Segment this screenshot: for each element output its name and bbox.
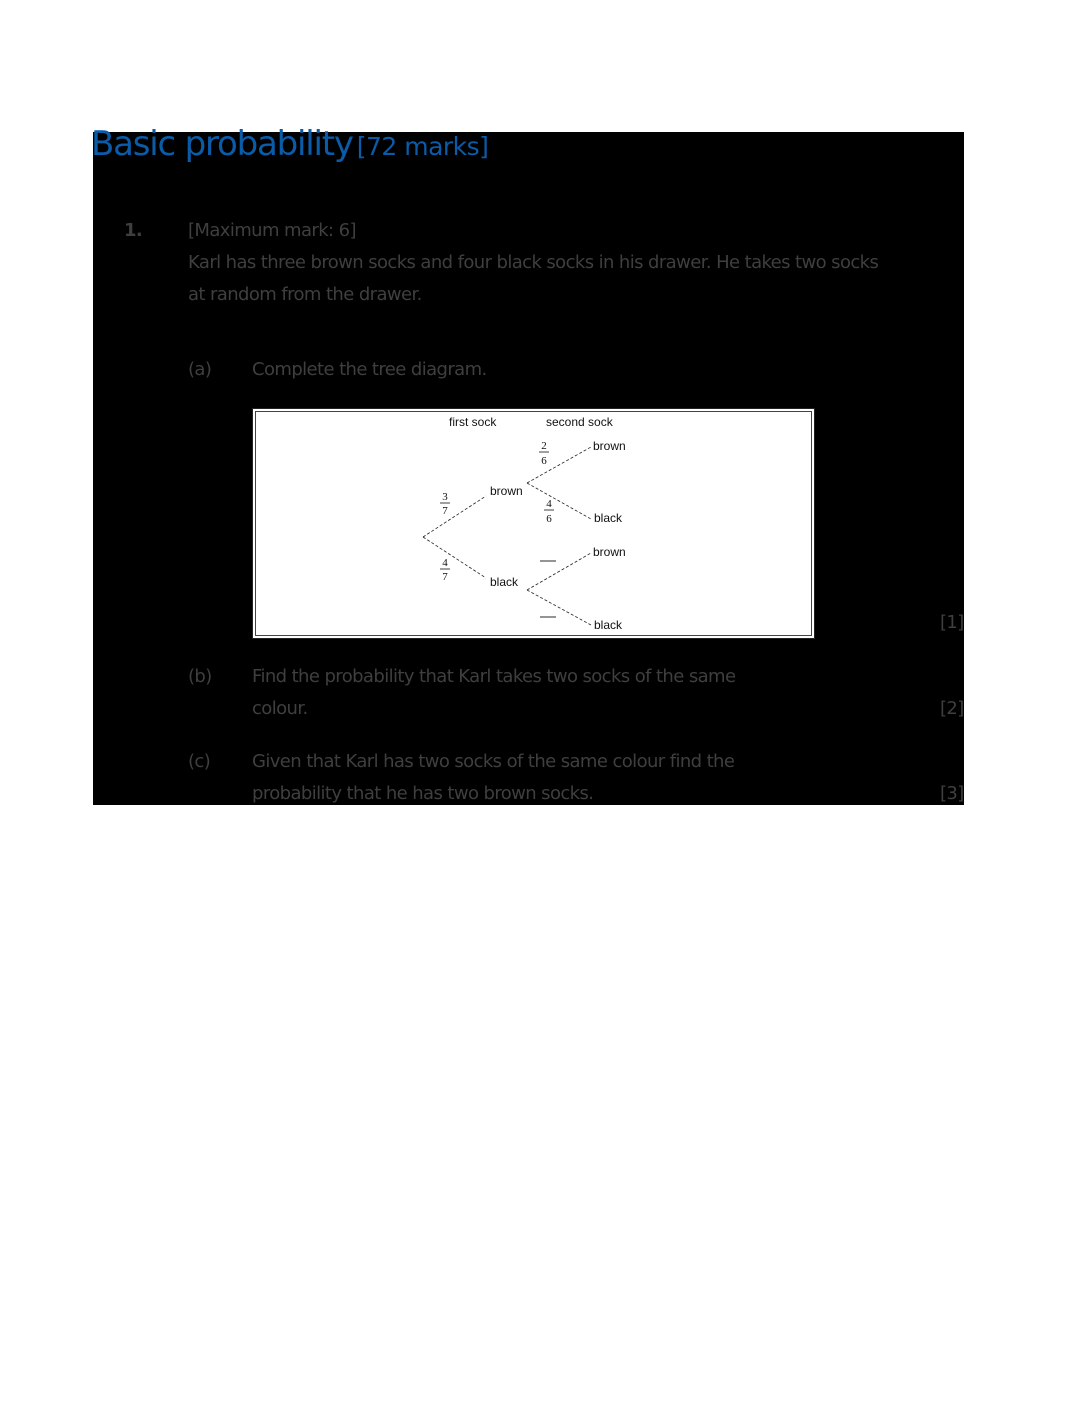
tree-diagram-svg bbox=[253, 409, 816, 640]
branch-first-black bbox=[423, 537, 486, 578]
branch-black-black bbox=[527, 590, 591, 625]
branch-black-brown bbox=[527, 553, 591, 590]
branch-brown-brown bbox=[527, 447, 591, 483]
part-a-label: (a) bbox=[188, 359, 212, 380]
p-first-brown-den: 7 bbox=[442, 505, 448, 517]
first-brown-label: brown bbox=[490, 484, 523, 498]
page-title: Basic probability [72 marks] bbox=[91, 124, 489, 164]
p-brown-brown-num: 2 bbox=[541, 440, 547, 452]
question-stem-line1: Karl has three brown socks and four black socks in his drawer. He takes two socks bbox=[188, 252, 879, 273]
part-b-line2: colour. bbox=[252, 698, 308, 719]
p-brown-brown-den: 6 bbox=[541, 455, 547, 467]
p-first-black-num: 4 bbox=[442, 557, 448, 569]
question-stem-line2: at random from the drawer. bbox=[188, 284, 422, 305]
part-a-text: Complete the tree diagram. bbox=[252, 359, 487, 380]
header-second-sock: second sock bbox=[546, 415, 613, 429]
part-b-label: (b) bbox=[188, 666, 212, 687]
branch-brown-black bbox=[527, 483, 591, 519]
brown-brown-label: brown bbox=[593, 439, 626, 453]
first-black-label: black bbox=[490, 575, 519, 589]
black-black-label: black bbox=[594, 618, 623, 632]
part-c-label: (c) bbox=[188, 751, 211, 772]
part-c-line2: probability that he has two brown socks. bbox=[252, 783, 594, 804]
black-brown-label: brown bbox=[593, 545, 626, 559]
part-b-marks: [2] bbox=[940, 698, 964, 719]
part-b-line1: Find the probability that Karl takes two socks of the same bbox=[252, 666, 736, 687]
part-c-line1: Given that Karl has two socks of the same colour find the bbox=[252, 751, 735, 772]
branch-first-brown bbox=[423, 496, 486, 537]
p-first-brown-num: 3 bbox=[442, 491, 448, 503]
tree-diagram bbox=[252, 408, 815, 639]
part-a-marks: [1] bbox=[940, 612, 964, 633]
header-first-sock: first sock bbox=[449, 415, 497, 429]
p-first-black-den: 7 bbox=[442, 571, 448, 583]
part-c-marks: [3] bbox=[940, 783, 964, 804]
brown-black-label: black bbox=[594, 511, 623, 525]
title-marks: [72 marks] bbox=[356, 132, 489, 161]
p-brown-black-den: 6 bbox=[546, 513, 552, 525]
p-brown-black-num: 4 bbox=[546, 498, 552, 510]
max-mark: [Maximum mark: 6] bbox=[188, 220, 356, 241]
question-number: 1. bbox=[124, 220, 143, 241]
